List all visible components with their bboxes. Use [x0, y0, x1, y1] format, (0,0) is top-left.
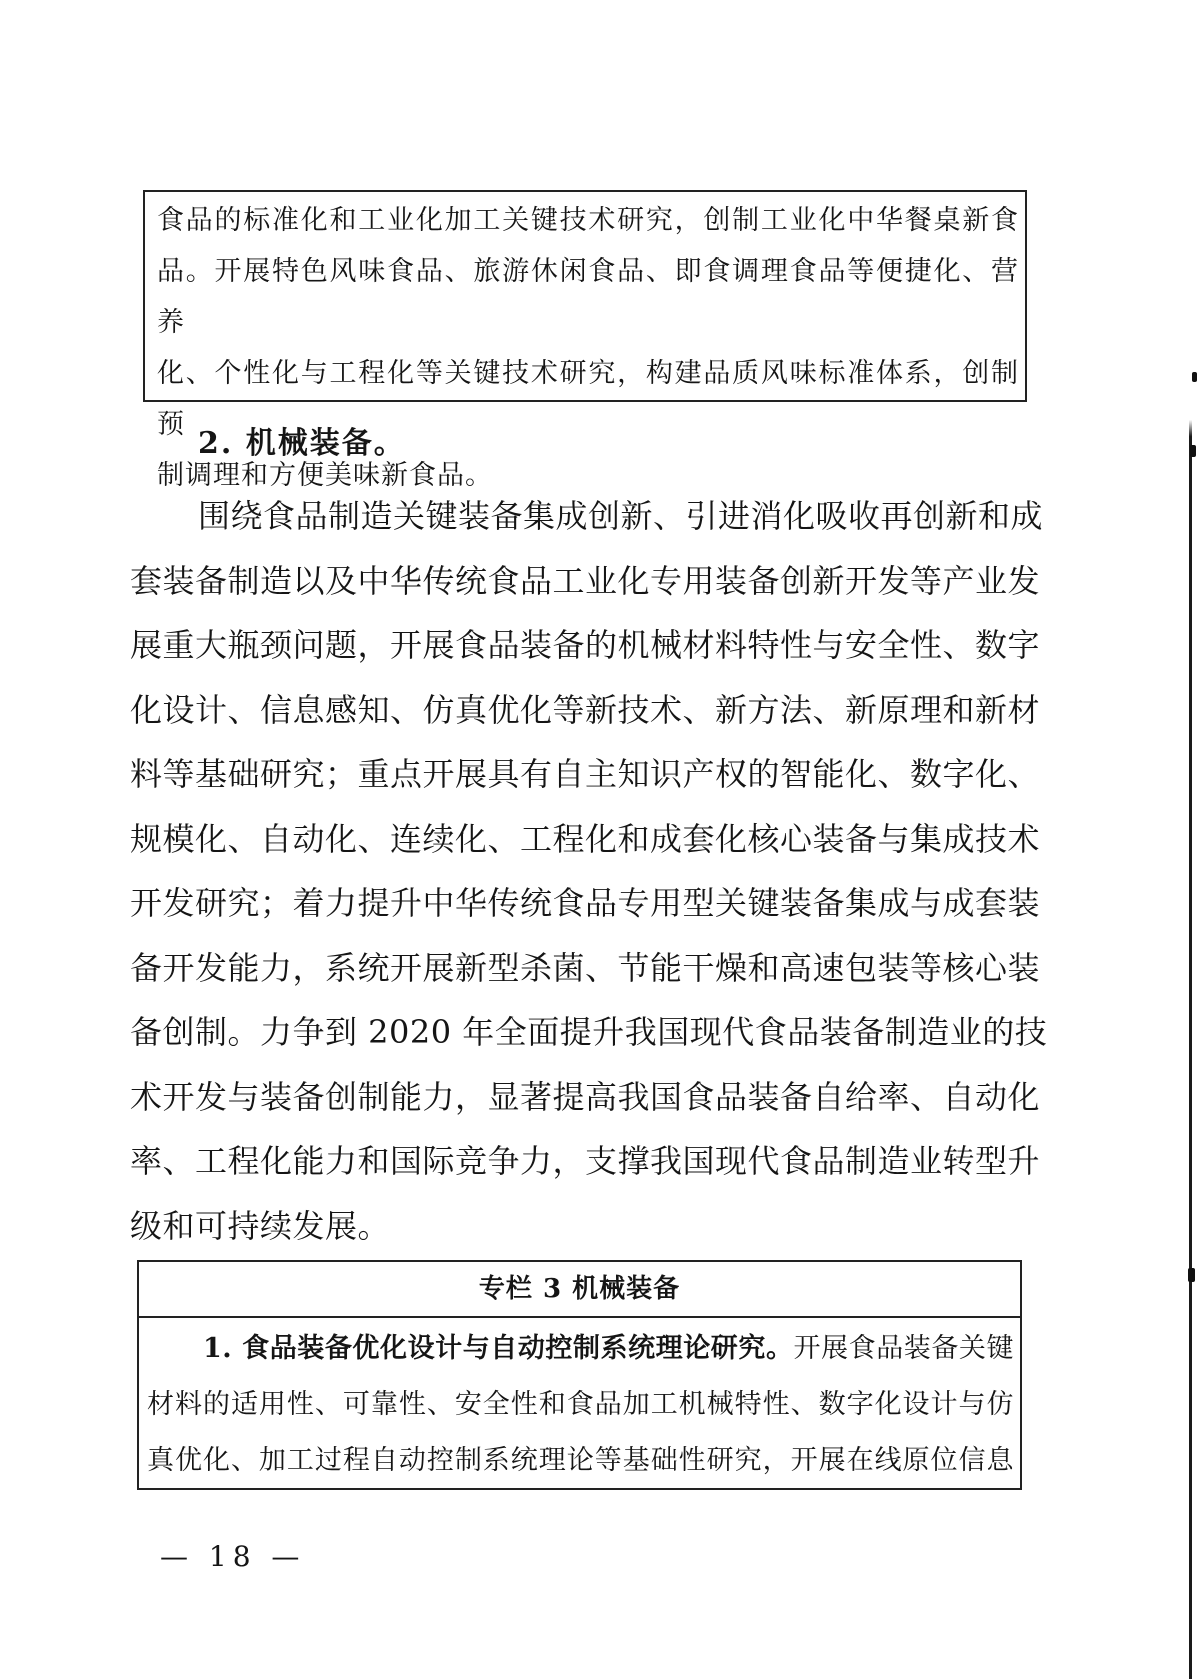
box-line: 真优化、加工过程自动控制系统理论等基础性研究，开展在线原位信息 [147, 1445, 1014, 1476]
scan-edge-mark [1190, 445, 1196, 457]
box-line: 食品的标准化和工业化加工关键技术研究，创制工业化中华餐桌新食 [157, 205, 1019, 236]
section-heading: 2. 机械装备。 [198, 426, 406, 461]
paragraph-line: 围绕食品制造关键装备集成创新、引进消化吸收再创新和成 [198, 497, 1044, 535]
box-line [147, 1321, 1014, 1377]
scan-edge-mark [1188, 1268, 1195, 1282]
feature-box-bottom [137, 1260, 1022, 1490]
paragraph-line: 料等基础研究；重点开展具有自主知识产权的智能化、数字化、 [130, 755, 1041, 793]
box-title: 专栏 3 机械装备 [139, 1262, 1020, 1318]
paragraph-line: 术开发与装备创制能力，显著提高我国食品装备自给率、自动化 [130, 1077, 1041, 1116]
paragraph-line: 备创制。力争到 2020 年全面提升我国现代食品装备制造业的技 [130, 1013, 1048, 1051]
box-item-lead: 1. 食品装备优化设计与自动控制系统理论研究。 [203, 1333, 794, 1364]
paragraph-line: 展重大瓶颈问题，开展食品装备的机械材料特性与安全性、数字 [130, 626, 1041, 664]
page-number: — 18 — [160, 1540, 306, 1573]
box-line: 制调理和方便美味新食品。 [157, 460, 493, 491]
paragraph-line: 化设计、信息感知、仿真优化等新技术、新方法、新原理和新材 [130, 690, 1041, 729]
paragraph-line: 开发研究；着力提升中华传统食品专用型关键装备集成与成套装 [130, 884, 1041, 922]
scan-edge-mark [1192, 372, 1197, 382]
paragraph-line: 率、工程化能力和国际竞争力，支撑我国现代食品制造业转型升 [130, 1142, 1041, 1180]
box-line: 化、个性化与工程化等关键技术研究，构建品质风味标准体系，创制预 [157, 358, 1019, 440]
scan-edge-line [1189, 0, 1192, 1679]
box-line: 品。开展特色风味食品、旅游休闲食品、即食调理食品等便捷化、营养 [157, 256, 1019, 338]
paragraph-line: 级和可持续发展。 [130, 1206, 391, 1245]
box-item-text: 开展食品装备关键 [793, 1333, 1014, 1364]
paragraph-line: 备开发能力，系统开展新型杀菌、节能干燥和高速包装等核心装 [130, 948, 1041, 987]
paragraph-line: 规模化、自动化、连续化、工程化和成套化核心装备与集成技术 [130, 819, 1041, 858]
box-body [139, 1318, 1020, 1489]
paragraph-line: 套装备制造以及中华传统食品工业化专用装备创新开发等产业发 [130, 561, 1041, 600]
body-paragraph [130, 484, 1048, 1258]
box-line: 材料的适用性、可靠性、安全性和食品加工机械特性、数字化设计与仿 [147, 1389, 1014, 1420]
